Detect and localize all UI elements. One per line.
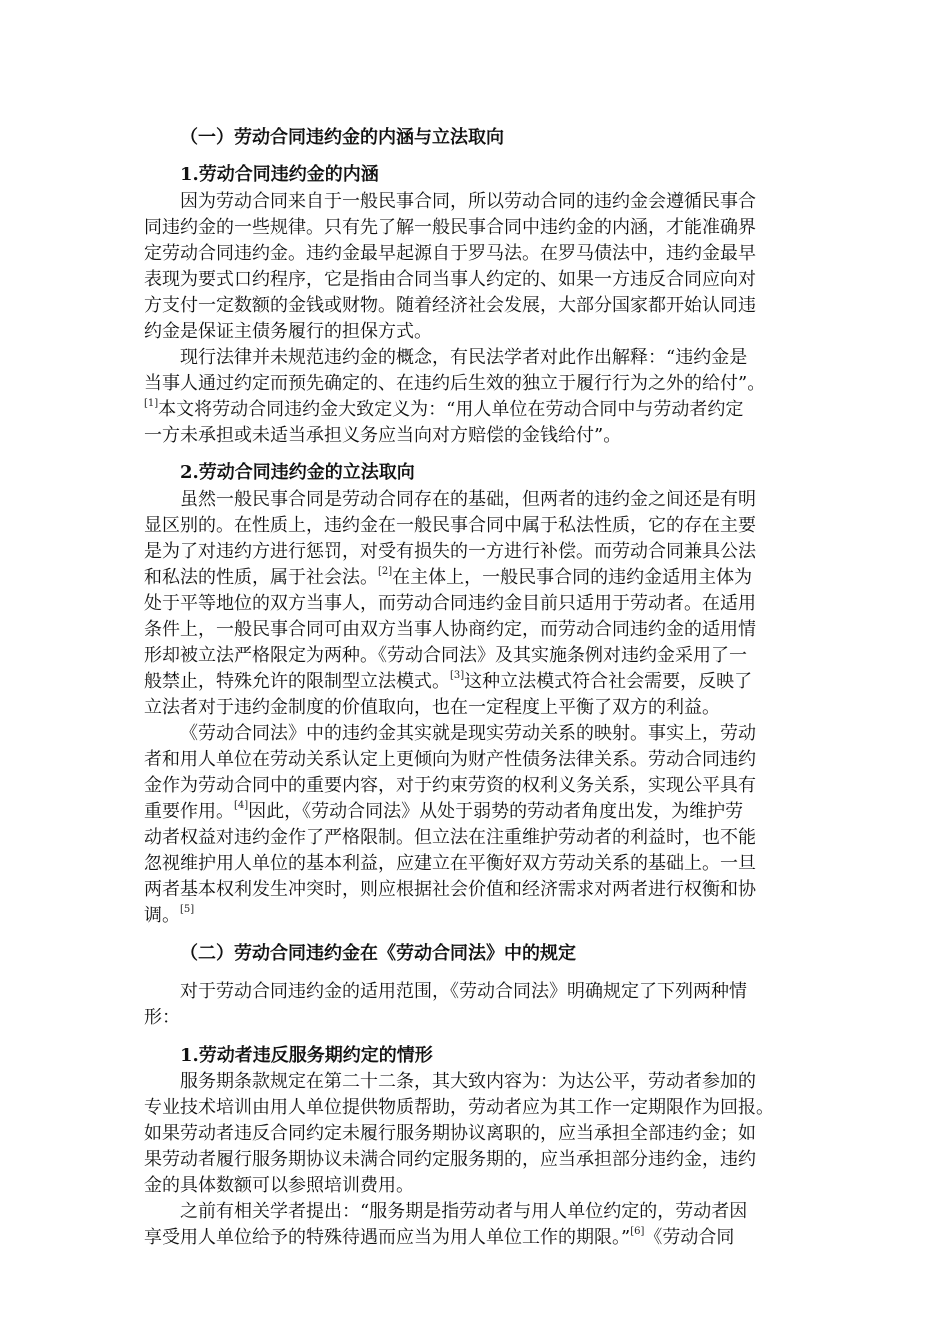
paragraph-line: 如果劳动者违反合同约定未履行服务期协议离职的，应当承担全部违约金；如 xyxy=(144,1123,756,1144)
paragraph-line: 服务期条款规定在第二十二条，其大致内容为：为达公平，劳动者参加的 xyxy=(180,1071,756,1092)
citation-ref: [2] xyxy=(378,566,393,577)
subsection-heading-3: 1.劳动者违反服务期约定的情形 xyxy=(180,1045,433,1066)
paragraph-line xyxy=(144,1225,950,1251)
paragraph-line: 果劳动者履行服务期协议未满合同约定服务期的，应当承担部分违约金，违约 xyxy=(144,1149,756,1170)
citation-ref: [3] xyxy=(450,670,465,681)
section-heading-1: （一）劳动合同违约金的内涵与立法取向 xyxy=(180,127,504,148)
paragraph-line: 显区别的。在性质上，违约金在一般民事合同中属于私法性质，它的存在主要 xyxy=(144,515,756,536)
line-text: 《劳动合同 xyxy=(644,1227,735,1248)
line-text: 本文将劳动合同违约金大致定义为：“用人单位在劳动合同中与劳动者约定 xyxy=(158,399,744,420)
paragraph-line: 定劳动合同违约金。违约金最早起源自于罗马法。在罗马债法中，违约金最早 xyxy=(144,243,756,264)
citation-ref: [5] xyxy=(180,904,195,915)
paragraph-line: 忽视维护用人单位的基本利益，应建立在平衡好双方劳动关系的基础上。一旦 xyxy=(144,853,756,874)
paragraph-line: 专业技术培训由用人单位提供物质帮助，劳动者应为其工作一定期限作为回报。 xyxy=(144,1097,774,1118)
paragraph-line: 虽然一般民事合同是劳动合同存在的基础，但两者的违约金之间还是有明 xyxy=(180,489,756,510)
paragraph-line: 表现为要式口约程序，它是指由合同当事人约定的、如果一方违反合同应向对 xyxy=(144,269,756,290)
subsection-heading-1: 1.劳动合同违约金的内涵 xyxy=(180,164,379,185)
line-text: 在主体上，一般民事合同的违约金适用主体为 xyxy=(392,567,753,588)
paragraph-line xyxy=(144,903,950,929)
line-text: 和私法的性质，属于社会法。 xyxy=(144,567,378,588)
paragraph-line: 者和用人单位在劳动关系认定上更倾向为财产性债务法律关系。劳动合同违约 xyxy=(144,749,756,770)
line-text: 因此，《劳动合同法》从处于弱势的劳动者角度出发，为维护劳 xyxy=(248,801,744,822)
line-text: 调。 xyxy=(144,905,180,926)
paragraph-line: 同违约金的一些规律。只有先了解一般民事合同中违约金的内涵，才能准确界 xyxy=(144,217,756,238)
paragraph-line xyxy=(144,799,950,825)
paragraph-line: 形却被立法严格限定为两种。《劳动合同法》及其实施条例对违约金采用了一 xyxy=(144,645,747,666)
citation-ref: [1] xyxy=(144,398,159,409)
paragraph-line: 方支付一定数额的金钱或财物。随着经济社会发展，大部分国家都开始认同违 xyxy=(144,295,756,316)
paragraph-line xyxy=(144,397,950,423)
paragraph-line: 现行法律并未规范违约金的概念，有民法学者对此作出解释：“违约金是 xyxy=(180,347,748,368)
line-text: 重要作用。 xyxy=(144,801,234,822)
line-text: 般禁止，特殊允许的限制型立法模式。 xyxy=(144,671,450,692)
paragraph-line: 处于平等地位的双方当事人，而劳动合同违约金目前只适用于劳动者。在适用 xyxy=(144,593,756,614)
paragraph-line: 条件上，一般民事合同可由双方当事人协商约定，而劳动合同违约金的适用情 xyxy=(144,619,756,640)
paragraph-line: 当事人通过约定而预先确定的、在违约后生效的独立于履行行为之外的给付”。 xyxy=(144,373,766,394)
paragraph-line: 金的具体数额可以参照培训费用。 xyxy=(144,1175,414,1196)
subsection-heading-2: 2.劳动合同违约金的立法取向 xyxy=(180,462,415,483)
paragraph-line: 《劳动合同法》中的违约金其实就是现实劳动关系的映射。事实上，劳动 xyxy=(180,723,756,744)
citation-ref: [6] xyxy=(630,1226,645,1237)
paragraph-line: 形： xyxy=(144,1007,180,1028)
paragraph-line: 两者基本权利发生冲突时，则应根据社会价值和经济需求对两者进行权衡和协 xyxy=(144,879,756,900)
line-text: 这种立法模式符合社会需要，反映了 xyxy=(464,671,753,692)
paragraph-line: 是为了对违约方进行惩罚，对受有损失的一方进行补偿。而劳动合同兼具公法 xyxy=(144,541,756,562)
citation-ref: [4] xyxy=(234,800,249,811)
paragraph-line: 立法者对于违约金制度的价值取向，也在一定程度上平衡了双方的利益。 xyxy=(144,697,720,718)
paragraph-line: 约金是保证主债务履行的担保方式。 xyxy=(144,321,432,342)
paragraph-line: 之前有相关学者提出：“服务期是指劳动者与用人单位约定的，劳动者因 xyxy=(180,1201,748,1222)
paragraph-line: 动者权益对违约金作了严格限制。但立法在注重维护劳动者的利益时，也不能 xyxy=(144,827,756,848)
paragraph-line xyxy=(144,565,950,591)
paragraph-line: 对于劳动合同违约金的适用范围，《劳动合同法》明确规定了下列两种情 xyxy=(180,981,747,1002)
paragraph-line: 金作为劳动合同中的重要内容，对于约束劳资的权利义务关系，实现公平具有 xyxy=(144,775,756,796)
line-text: 享受用人单位给予的特殊待遇而应当为用人单位工作的期限。” xyxy=(144,1227,631,1248)
section-heading-2: （二）劳动合同违约金在《劳动合同法》中的规定 xyxy=(180,943,576,964)
paragraph-line: 因为劳动合同来自于一般民事合同，所以劳动合同的违约金会遵循民事合 xyxy=(180,191,756,212)
paragraph-line xyxy=(144,669,950,695)
paragraph-line: 一方未承担或未适当承担义务应当向对方赔偿的金钱给付”。 xyxy=(144,425,622,446)
